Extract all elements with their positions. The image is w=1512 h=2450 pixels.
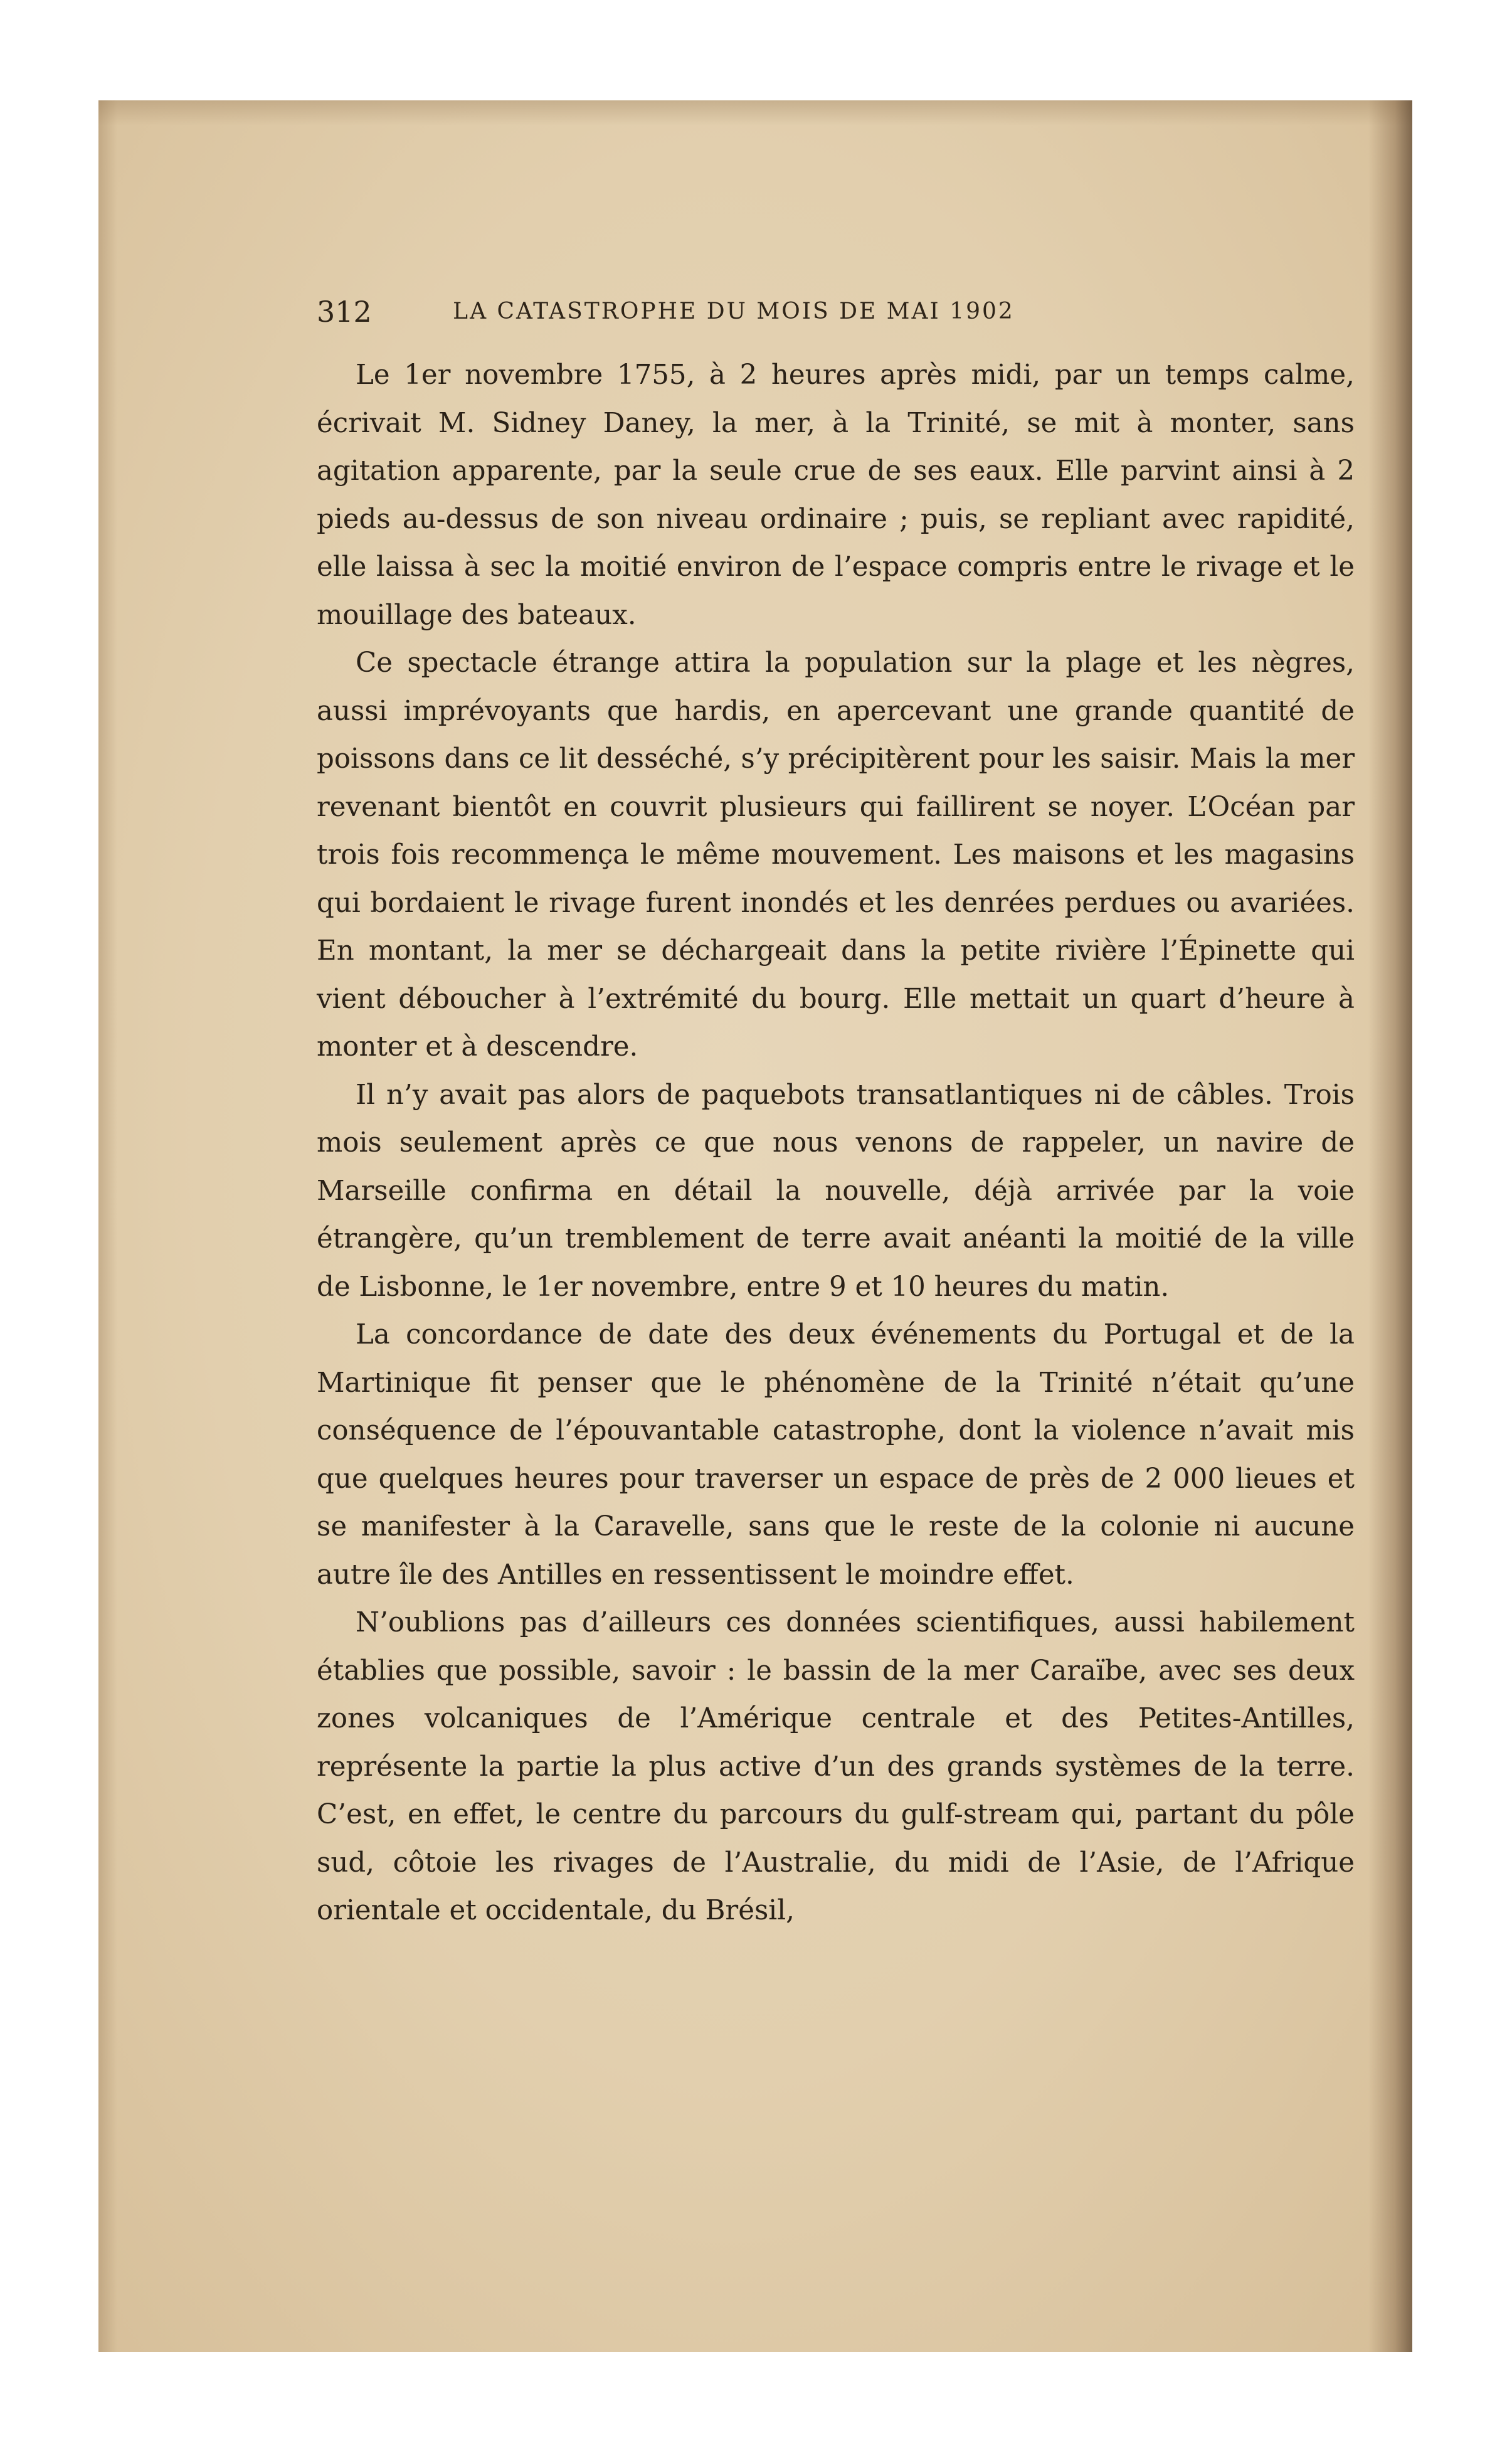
paragraph-3: Il n’y avait pas alors de paquebots transatlantiques ni de câbles. Trois mois seulement après ce que nous venons de rappeler, un navire de Marseille confirma en détail la nouvelle, déjà arrivée par la voie étrangère, qu’un tremblement de terre avait anéanti la moitié de la ville de Lisbonne, le 1er novembre, entre 9 et 10 heures du matin. [317,1079,1355,1303]
page-shadow-top [98,100,1412,125]
body-text [317,351,1355,1935]
page-header [317,290,1151,334]
paragraph-4: La concordance de date des deux événements du Portugal et de la Martinique fit penser que le phénomène de la Trinité n’était qu’une conséquence de l’épouvantable catastrophe, dont la violence n’avait mis que quelques heures pour traverser un espace de près de 2 000 lieues et se manifester à la Caravelle, sans que le reste de la colonie ni aucune autre île des Antilles en ressentissent le moindre effet. [317,1319,1355,1591]
page-shadow-left [98,100,117,2352]
paragraph-5: N’oublions pas d’ailleurs ces données scientifiques, aussi habilement établies que possible, savoir : le bassin de la mer Caraïbe, avec ses deux zones volcaniques de l’Amérique centrale et des Petites-Antilles, représente la partie la plus active d’un des grands systèmes de la terre. C’est, en effet, le centre du parcours du gulf-stream qui, partant du pôle sud, côtoie les rivages de l’Australie, du midi de l’Asie, de l’Afrique orientale et occidentale, du Brésil, [317,1607,1355,1926]
paragraph-2: Ce spectacle étrange attira la population sur la plage et les nègres, aussi imprévoyants que hardis, en apercevant une grande quantité de poissons dans ce lit desséché, s’y précipitèrent pour les saisir. Mais la mer revenant bientôt en couvrit plusieurs qui faillirent se noyer. L’Océan par trois fois recommença le même mouvement. Les maisons et les magasins qui bordaient le rivage furent inondés et les denrées perdues ou avariées. En montant, la mer se déchargeait dans la petite rivière l’Épinette qui vient déboucher à l’extrémité du bourg. Elle mettait un quart d’heure à monter et à descendre. [317,647,1355,1063]
page-number: 312 [317,295,372,329]
running-title: LA CATASTROPHE DU MOIS DE MAI 1902 [453,299,1015,324]
page-binding-shadow [1368,100,1412,2352]
paragraph-1: Le 1er novembre 1755, à 2 heures après midi, par un temps calme, écrivait M. Sidney Daney, la mer, à la Trinité, se mit à monter, sans agitation apparente, par la seule crue de ses eaux. Elle parvint ainsi à 2 pieds au-dessus de son niveau ordinaire ; puis, se repliant avec rapidité, elle laissa à sec la moitié environ de l’espace compris entre le rivage et le mouillage des bateaux. [317,359,1355,631]
